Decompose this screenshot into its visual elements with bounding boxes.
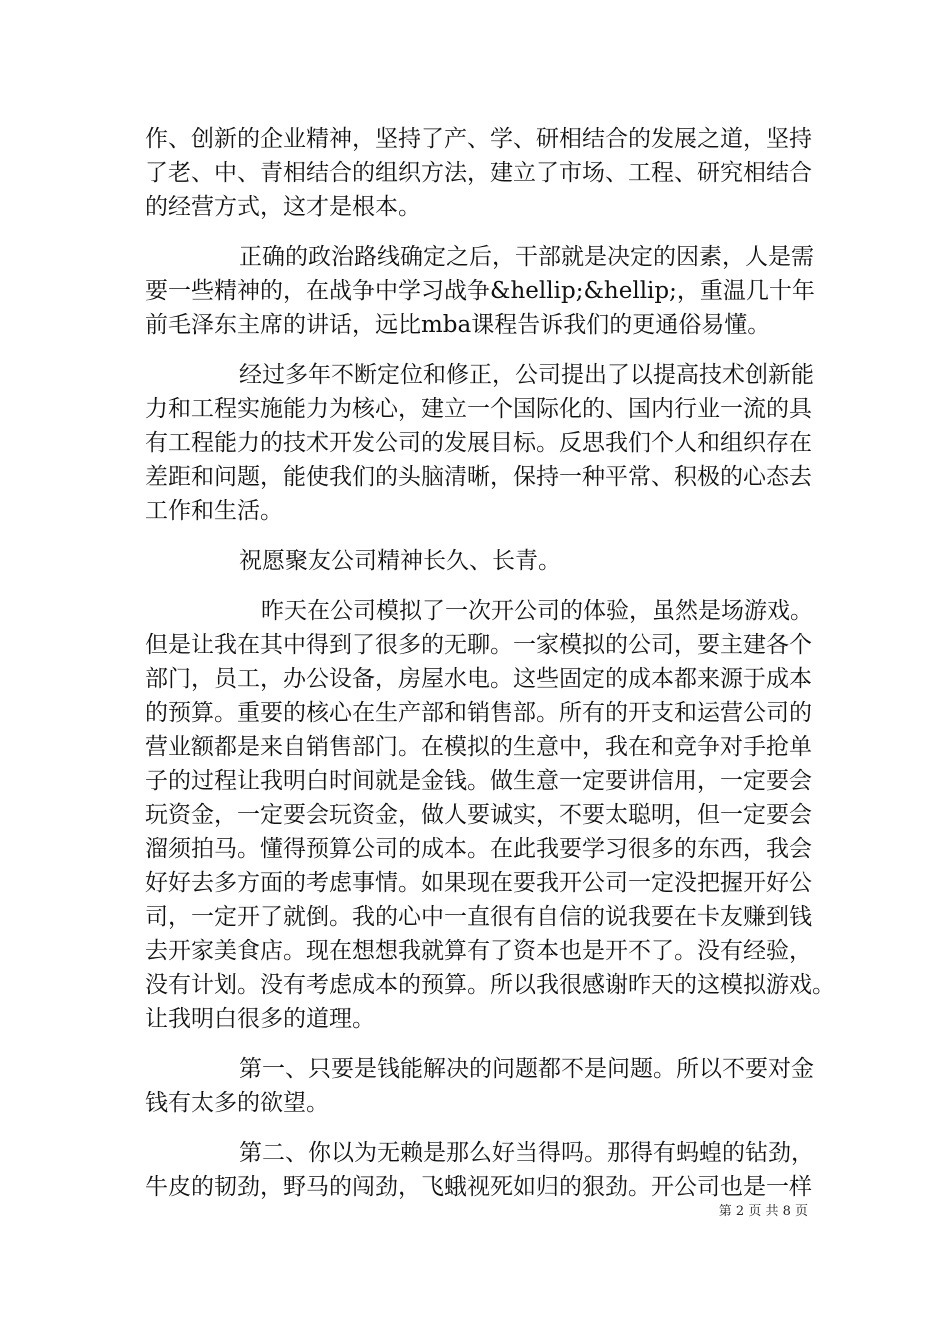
text-line: 第一、只要是钱能解决的问题都不是问题。所以不要对金 (239, 1056, 814, 1082)
text-line: 经过多年不断定位和修正，公司提出了以提高技术创新能 (239, 362, 814, 388)
text-line: 子的过程让我明白时间就是金钱。做生意一定要讲信用，一定要会 (145, 768, 812, 794)
text-line: 了老、中、青相结合的组织方法，建立了市场、工程、研究相结合 (145, 160, 812, 186)
text-line: 祝愿聚友公司精神长久、长青。 (239, 548, 561, 574)
text-line: 要一些精神的，在战争中学习战争&hellip;&hellip;，重温几十年 (145, 278, 815, 304)
body-text (145, 122, 835, 1204)
text-line: 营业额都是来自销售部门。在模拟的生意中，我在和竞争对手抢单 (145, 734, 812, 760)
text-line: 正确的政治路线确定之后，干部就是决定的因素，人是需 (239, 244, 814, 270)
paragraph-7 (145, 1136, 815, 1204)
paragraph-3 (145, 358, 815, 528)
text-line: 钱有太多的欲望。 (145, 1090, 329, 1116)
text-line: 司，一定开了就倒。我的心中一直很有自信的说我要在卡友赚到钱 (145, 904, 812, 930)
text-line: 玩资金，一定要会玩资金，做人要诚实，不要太聪明，但一定要会 (145, 802, 812, 828)
paragraph-1 (145, 122, 815, 224)
text-line: 工作和生活。 (145, 498, 283, 524)
paragraph-2 (145, 240, 815, 342)
text-line: 让我明白很多的道理。 (145, 1006, 375, 1032)
text-line: 溜须拍马。懂得预算公司的成本。在此我要学习很多的东西，我会 (145, 836, 812, 862)
paragraph-5 (145, 594, 835, 1036)
text-line: 但是让我在其中得到了很多的无聊。一家模拟的公司，要主建各个 (145, 632, 812, 658)
page-indicator: 第 2 页 共 8 页 (718, 1204, 808, 1219)
text-line: 牛皮的韧劲，野马的闯劲，飞蛾视死如归的狠劲。开公司也是一样 (145, 1174, 812, 1200)
paragraph-6 (145, 1052, 815, 1120)
text-line: 差距和问题，能使我们的头脑清晰，保持一种平常、积极的心态去 (145, 464, 812, 490)
text-line: 有工程能力的技术开发公司的发展目标。反思我们个人和组织存在 (145, 430, 812, 456)
text-line: 前毛泽东主席的讲话，远比mba课程告诉我们的更通俗易懂。 (145, 312, 771, 338)
text-line: 昨天在公司模拟了一次开公司的体验，虽然是场游戏。 (261, 598, 813, 624)
text-line: 作、创新的企业精神，坚持了产、学、研相结合的发展之道，坚持 (145, 126, 812, 152)
text-line: 好好去多方面的考虑事情。如果现在要我开公司一定没把握开好公 (145, 870, 812, 896)
text-line: 第二、你以为无赖是那么好当得吗。那得有蚂蝗的钻劲， (239, 1140, 814, 1166)
text-line: 的预算。重要的核心在生产部和销售部。所有的开支和运营公司的 (145, 700, 812, 726)
text-line: 的经营方式，这才是根本。 (145, 194, 421, 220)
text-line: 去开家美食店。现在想想我就算有了资本也是开不了。没有经验， (145, 938, 812, 964)
text-line: 部门，员工，办公设备，房屋水电。这些固定的成本都来源于成本 (145, 666, 812, 692)
text-line: 力和工程实施能力为核心，建立一个国际化的、国内行业一流的具 (145, 396, 812, 422)
paragraph-4 (145, 544, 815, 578)
text-line: 没有计划。没有考虑成本的预算。所以我很感谢昨天的这模拟游戏。 (145, 972, 835, 998)
